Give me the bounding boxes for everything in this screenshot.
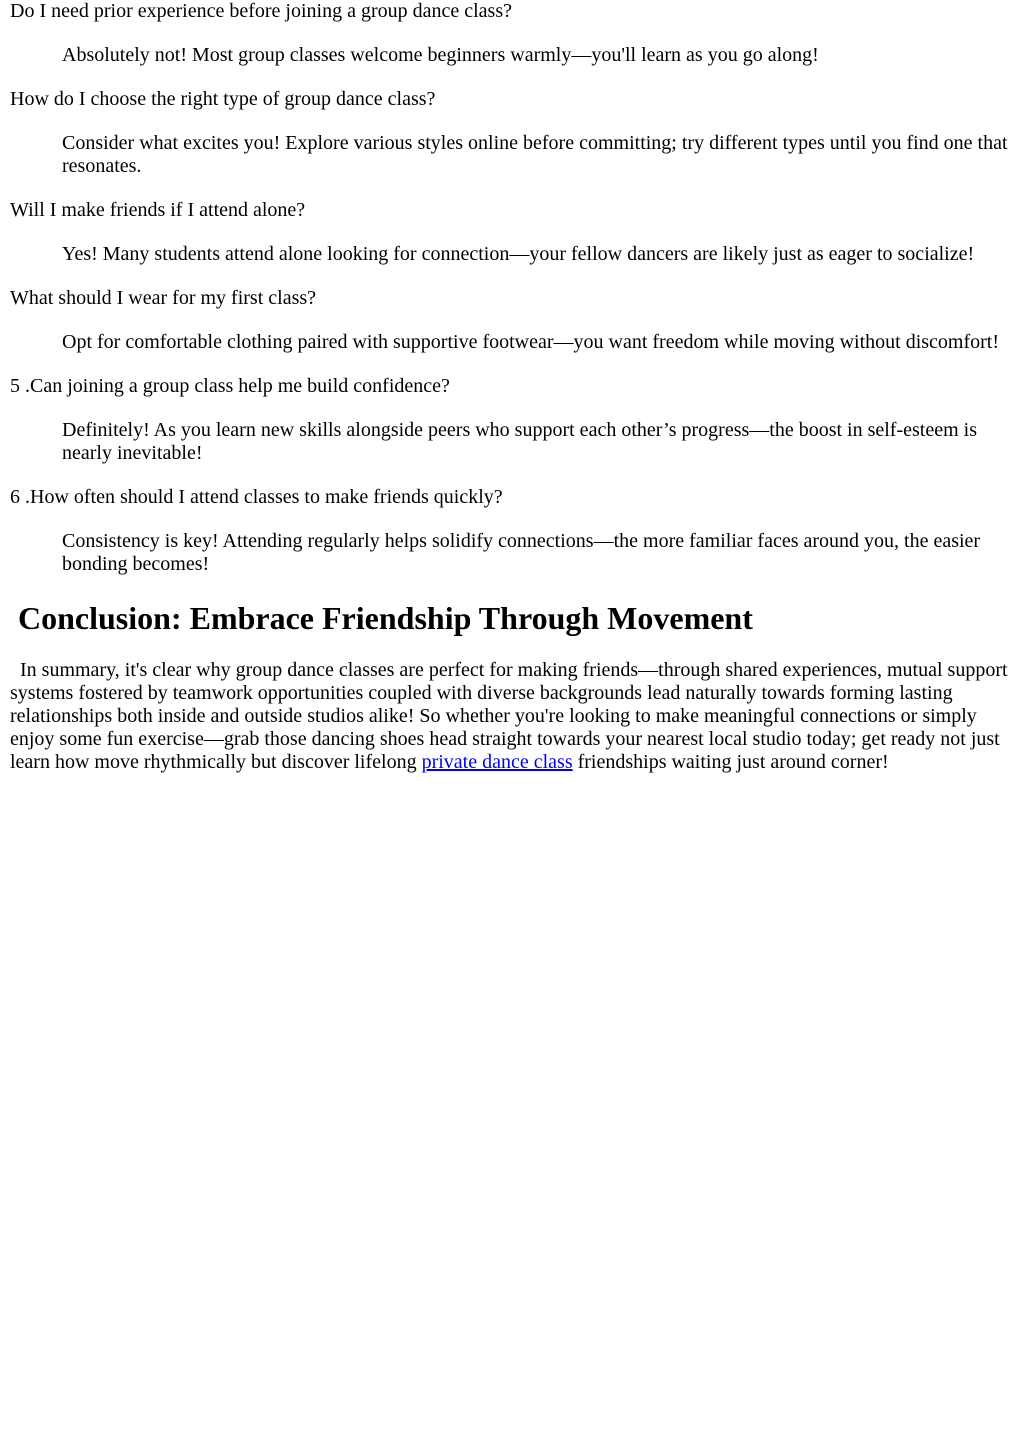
- faq-answer: Consistency is key! Attending regularly helps solidify connections—the more familiar faces around you, the easier bonding becomes!: [62, 530, 981, 575]
- faq-question: How do I choose the right type of group dance class?: [10, 88, 436, 110]
- faq-question: What should I wear for my first class?: [10, 287, 317, 309]
- private-dance-class-link[interactable]: private dance class: [421, 751, 573, 773]
- faq-list: [10, 0, 1010, 576]
- faq-question: 6 .How often should I attend classes to make friends quickly?: [10, 486, 503, 508]
- faq-question: Do I need prior experience before joining a group dance class?: [10, 0, 513, 22]
- faq-question: Will I make friends if I attend alone?: [10, 199, 306, 221]
- conclusion-paragraph: [10, 659, 1010, 774]
- faq-answer: Opt for comfortable clothing paired with supportive footwear—you want freedom while moving without discomfort!: [62, 331, 1000, 353]
- faq-answer: Definitely! As you learn new skills alongside peers who support each other’s progress—the boost in self-esteem is nearly inevitable!: [62, 419, 977, 464]
- article-content: [10, 0, 1010, 774]
- conclusion-text-end: friendships waiting just around corner!: [572, 751, 889, 773]
- conclusion-heading: Conclusion: Embrace Friendship Through Movement: [18, 600, 753, 636]
- faq-answer: Yes! Many students attend alone looking for connection—your fellow dancers are likely just as eager to socialize!: [62, 243, 975, 265]
- conclusion-text: In summary, it's clear why group dance classes are perfect for making friends—through shared experiences, mutual support systems fostered by teamwork opportunities coupled with diverse backgrounds lead naturally towards forming lasting relationships both inside and outside studios alike! So whether you're looking to make meaningful connections or simply enjoy some fun exercise—grab those dancing shoes head straight towards your nearest local studio today; get ready not just learn how move rhythmically but discover lifelong: [10, 659, 1008, 773]
- faq-answer: Consider what excites you! Explore various styles online before committing; try different types until you find one that resonates.: [62, 132, 1008, 177]
- faq-answer: Absolutely not! Most group classes welcome beginners warmly—you'll learn as you go along!: [62, 44, 819, 66]
- faq-question: 5 .Can joining a group class help me build confidence?: [10, 375, 450, 397]
